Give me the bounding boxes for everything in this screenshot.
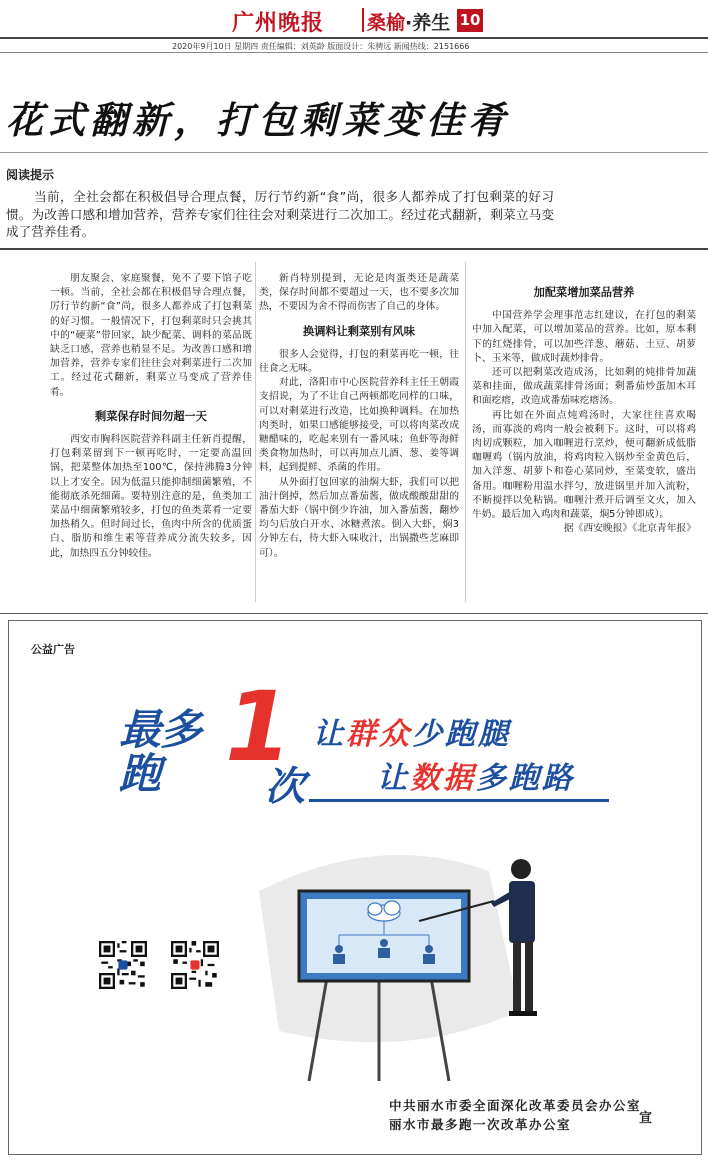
article-bottom-rule (0, 613, 708, 614)
reading-tips-label: 阅读提示 (6, 168, 55, 182)
slogan-underline (309, 799, 609, 802)
section-name-dot: · (405, 12, 413, 34)
column-divider (255, 262, 256, 602)
slogan-line-1-b: 群众 (346, 717, 412, 752)
masthead (0, 0, 708, 52)
slogan-line-2-b: 数据 (410, 761, 476, 796)
section-name (367, 8, 450, 35)
subheading: 剩菜保存时间勿超一天 (95, 409, 207, 423)
section-name-black: 养生 (412, 12, 451, 34)
page-headline: 花式翻新，打包剩菜变佳肴 (6, 98, 510, 142)
issuer-line-1: 中共丽水市委全面深化改革委员会办公室 (389, 1098, 642, 1113)
article-source: 据《西安晚报》《北京青年报》 (563, 523, 696, 535)
slogan-line-2 (377, 753, 575, 797)
issuer-line-2: 丽水市最多跑一次改革办公室 (389, 1117, 572, 1132)
paragraph: 朋友聚会、家庭聚餐，免不了要下馆子吃一顿。当前，全社会都在积极倡导合理点餐，厉行节约新“食”尚，很多人都养成了打包剩菜的好习惯。一般情况下，打包剩菜时只会挑其中的“硬菜”带回家，缺少配菜、调料的菜品既缺乏口感，营养也稍显不足。为改善口感和增加营养，营养专家们往往会对剩菜进行二次加工。经过花式翻新，剩菜立马变成了营养佳肴。 (50, 273, 252, 398)
paragraph: 中国营养学会理事范志红建议，在打包的剩菜中加入配菜，可以增加菜品的营养。比如，原本剩下的红烧排骨，可以加些洋葱、蘑菇、土豆、胡萝卜、玉米等，做成时蔬炒排骨。 (472, 310, 696, 364)
slogan-zui: 最多 (119, 705, 202, 754)
issuer-suffix: 宣 (639, 1111, 653, 1126)
slogan-line-1-a: 让 (313, 717, 346, 752)
slogan-line-1-c: 少跑腿 (412, 717, 511, 752)
public-service-ad (8, 620, 702, 1155)
paragraph: 还可以把剩菜改造成汤，比如剩的炖排骨加蔬菜和挂面，做成蔬菜排骨汤面；剩番茄炒蛋加木耳和面疙瘩，改造成番茄味疙瘩汤。 (472, 367, 696, 407)
paragraph: 再比如在外面点炖鸡汤时，大家往往喜欢喝汤，而寡淡的鸡肉一般会被剩下。这时，可以将鸡肉切成颗粒，加入咖喱进行烹炒，便可翻新成低脂咖喱鸡（锅内放油，将鸡肉粒入锅炒至金黄色后，加入洋葱、胡萝卜和卷心菜同炒，至菜变软，盛出备用。咖喱粉用温水拌匀，放进锅里并加入流粉，不断搅拌以免粘锅。咖喱汁煮开后调至文火，加入牛奶。最后加入鸡肉和蔬菜，焖5分钟即成）。 (472, 409, 696, 521)
tips-rule (0, 248, 708, 250)
qr-code-icon[interactable] (171, 941, 219, 989)
slogan-number: 1 (225, 671, 292, 783)
article-column-1 (50, 272, 252, 561)
article-column-2 (259, 272, 459, 561)
paragraph: 很多人会觉得，打包的剩菜再吃一顿，往往食之无味。 (259, 348, 459, 375)
column-divider (465, 262, 466, 602)
paragraph: 从外面打包回家的油焖大虾，我们可以把油汁倒掉，然后加点番茄酱，做成酸酸甜甜的番茄大虾（锅中倒少许油，加入番茄酱，翻炒均匀后放白开水、冰糖煮浓。倒入大虾，焖3分钟左右，待大虾入味收汁，出锅撒些芝麻即可）。 (259, 476, 459, 559)
slogan-main (119, 705, 202, 798)
subheading: 换调料让剩菜别有风味 (303, 324, 415, 338)
masthead-rule-bottom (0, 52, 708, 53)
newspaper-logo: 广州晚报 (232, 10, 325, 36)
article-column-3 (472, 272, 696, 536)
issuer-block (389, 1096, 641, 1134)
masthead-divider (362, 8, 364, 32)
slogan-line-2-c: 多跑路 (476, 761, 575, 796)
slogan-ci: 次 (265, 764, 305, 810)
qr-code-icon[interactable] (99, 941, 147, 989)
paragraph: 西安市胸科医院营养科副主任新肖提醒，打包剩菜留到下一顿再吃时，一定要高温回锅，把菜整体加热至100℃，保持沸腾3分钟以上才安全。因为低温只能抑制细菌繁殖，不能彻底杀死细菌。要特别注意的是，鱼类加工菜品中细菌繁殖较多，打包的鱼类菜肴一定要加热稍久。但时间过长，鱼肉中所含的优质蛋白、脂肪和维生素等营养成分流失较多，因此，加热四五分钟较佳。 (50, 434, 252, 559)
slogan-line-2-a: 让 (377, 761, 410, 796)
subheading: 加配菜增加菜品营养 (533, 286, 635, 299)
ad-label: 公益广告 (31, 643, 75, 656)
paragraph: 对此，洛阳市中心医院营养科主任王朝霞支招说，为了不让自己两顿都吃同样的口味，可以对剩菜进行改造，比如换种调料。在加热肉类时，如果口感能够接受，可以将肉菜改成糖醋味的，吃起来别有一番风味；鱼虾等海鲜类食物加热时，可以再加点儿酒、葱、姜等调料，起到提鲜、杀菌的作用。 (259, 377, 459, 474)
paragraph: 新肖特别提到，无论是肉蛋类还是蔬菜类，保存时间都不要超过一天，也不要多次加热，不要因为舍不得而伤害了自己的身体。 (259, 273, 459, 313)
reading-tips-text: 当前，全社会都在积极倡导合理点餐，厉行节约新“食”尚，很多人都养成了打包剩菜的好习惯。为改善口感和增加营养，营养专家们往往会对剩菜进行二次加工。经过花式翻新，剩菜立马变成了营养佳肴。 (6, 189, 554, 239)
section-name-red: 桑榆 (367, 12, 406, 34)
edition-meta: 2020年9月10日 星期四 责任编辑：刘英龄 版面设计：朱骋远 新闻热线：2151666 (172, 42, 470, 51)
presentation-illustration (259, 831, 559, 1091)
slogan-pao: 跑 (119, 749, 161, 798)
headline-rule (0, 152, 708, 153)
page-number-badge: 10 (457, 9, 483, 32)
masthead-rule (0, 37, 708, 39)
slogan-line-1 (313, 709, 511, 753)
